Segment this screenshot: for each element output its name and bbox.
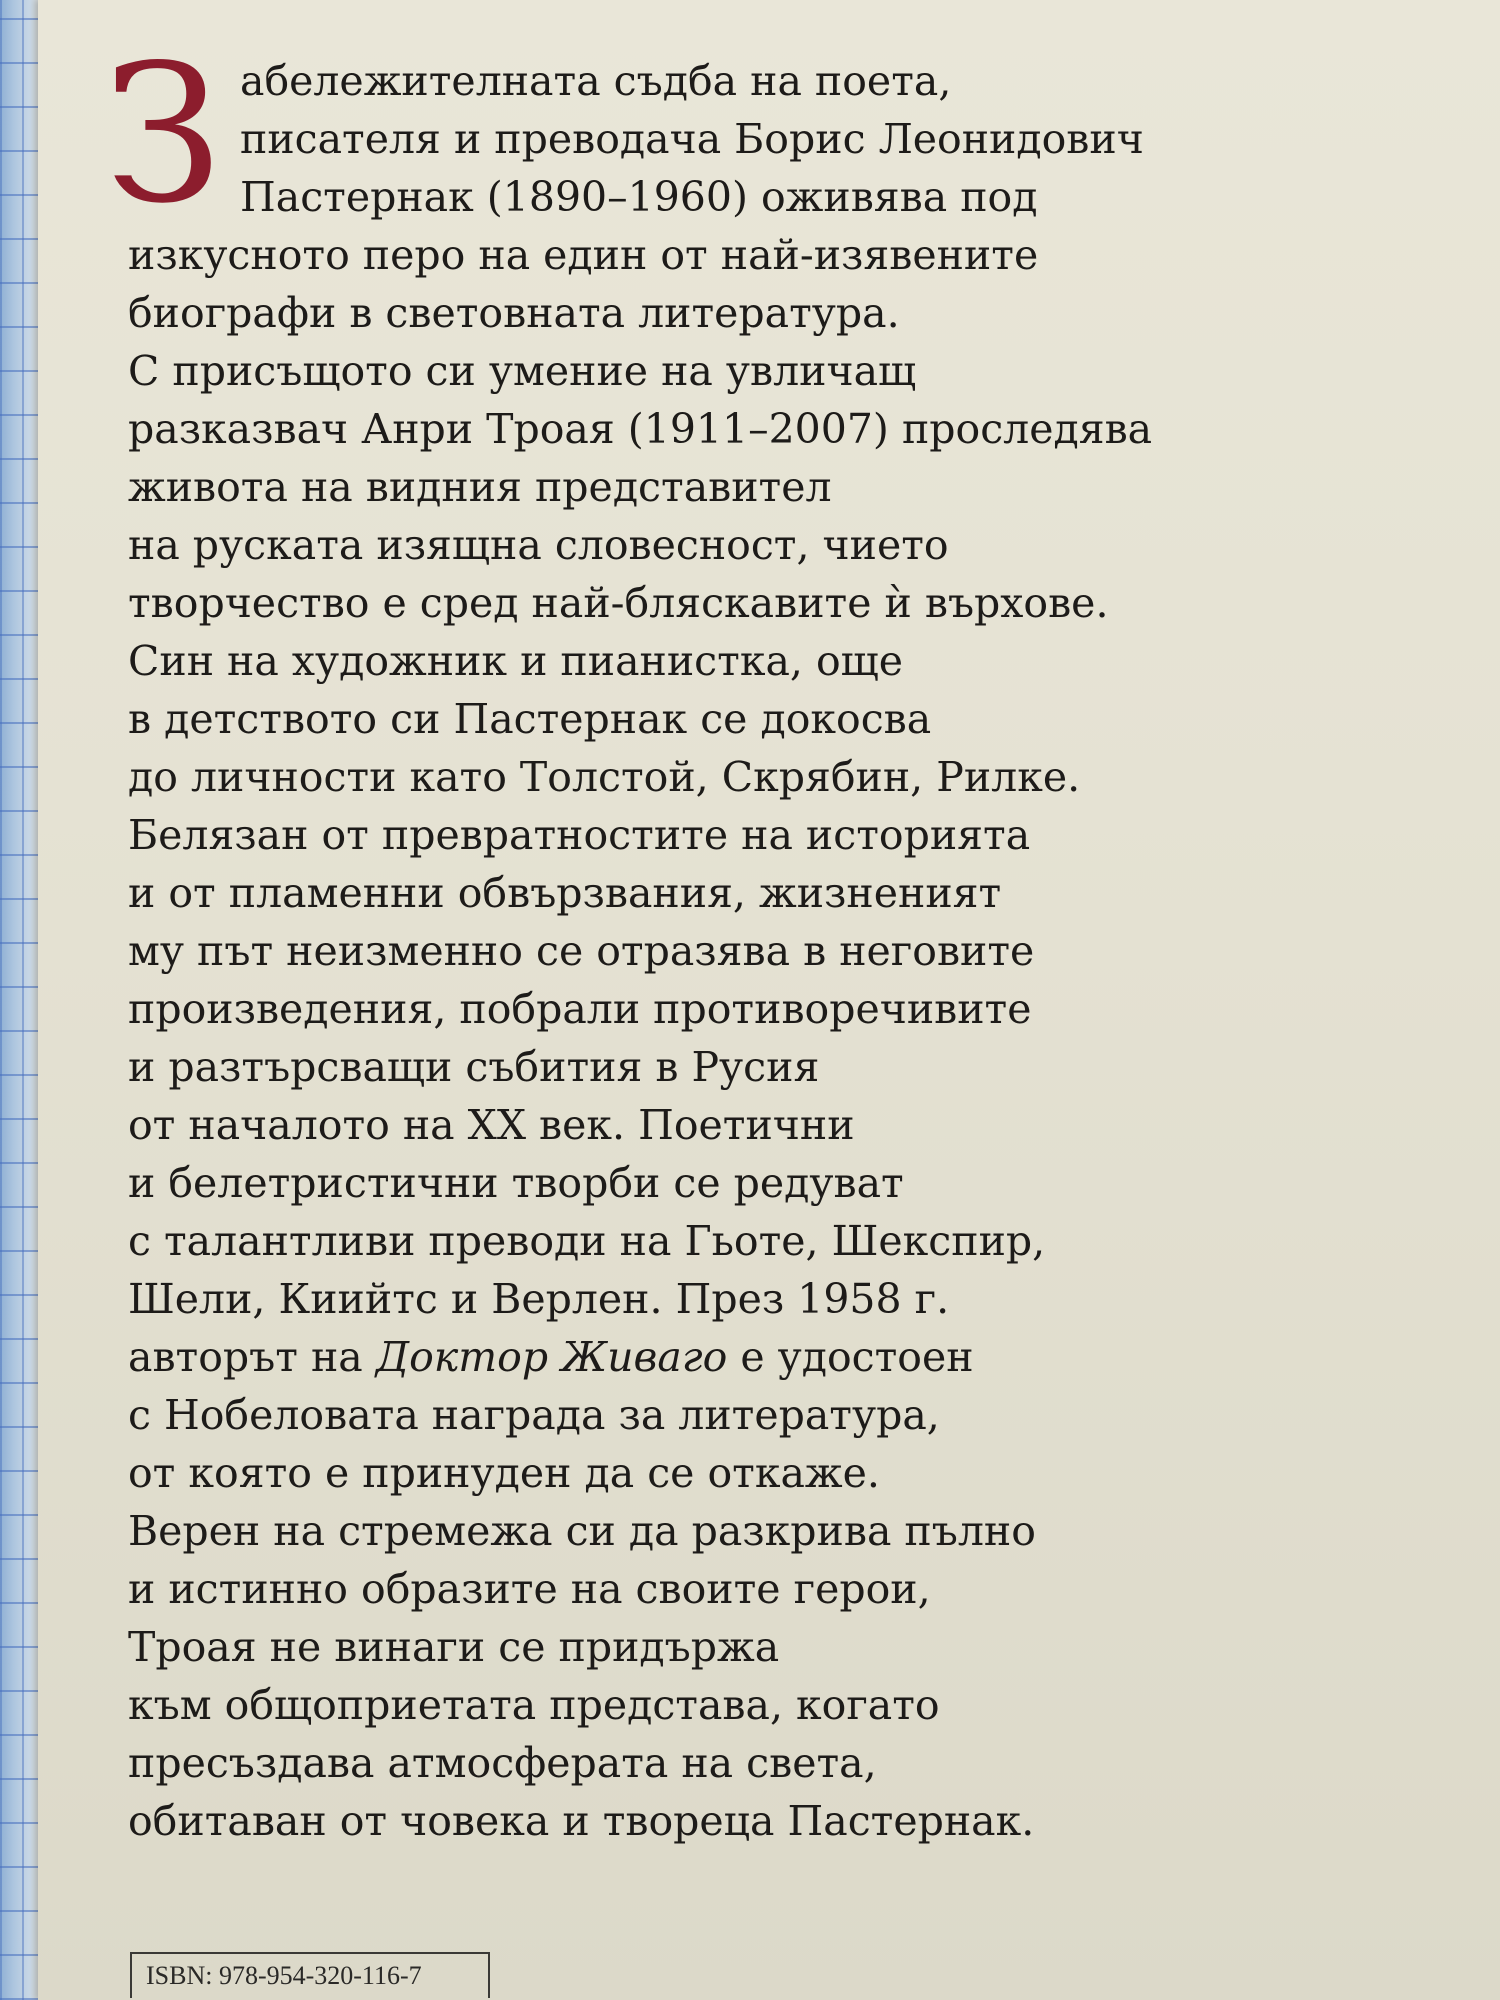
blurb-line-with-title (128, 1328, 1448, 1386)
blurb-line: в детството си Пастернак се докосва (128, 695, 932, 743)
blurb-line: Верен на стремежа си да разкрива пълно (128, 1507, 1036, 1555)
blurb-line: и разтърсващи събития в Русия (128, 1043, 820, 1091)
blurb-line: обитаван от човека и твореца Пастернак. (128, 1797, 1035, 1845)
blurb-line: живота на видния представител (128, 463, 832, 511)
title-prefix: авторът на (128, 1333, 376, 1381)
blurb-line: Пастернак (1890–1960) оживява под (240, 173, 1038, 221)
blurb-line: творчество е сред най-бляскавите ѝ върхове. (128, 579, 1109, 627)
blurb-line: изкусното перо на един от най-изявените (128, 231, 1039, 279)
graph-paper-strip (0, 0, 40, 2000)
blurb-line: биографи в световната литература. (128, 289, 900, 337)
title-suffix: е удостоен (727, 1333, 974, 1381)
blurb-line: от началото на XX век. Поетични (128, 1101, 855, 1149)
isbn-label: ISBN: 978-954-320-116-7 (130, 1952, 490, 1998)
blurb-line: Син на художник и пианистка, още (128, 637, 904, 685)
blurb-line: до личности като Толстой, Скрябин, Рилке. (128, 753, 1081, 801)
blurb-line: към общоприетата представа, когато (128, 1681, 940, 1729)
blurb-line: писателя и преводача Борис Леонидович (240, 115, 1144, 163)
blurb-line: на руската изящна словесност, чието (128, 521, 949, 569)
blurb-line: пресъздава атмосферата на света, (128, 1739, 877, 1787)
blurb-line: абележителната съдба на поета, (240, 57, 952, 105)
drop-cap: З (104, 24, 223, 245)
blurb-line: Шели, Киийтс и Верлен. През 1958 г. (128, 1275, 950, 1323)
blurb-line: произведения, побрали противоречивите (128, 985, 1032, 1033)
blurb-text (128, 52, 1448, 1850)
blurb-line: му път неизменно се отразява в неговите (128, 927, 1035, 975)
blurb-line: С присъщото си умение на увличащ (128, 347, 917, 395)
blurb-line: с Нобеловата награда за литература, (128, 1391, 940, 1439)
book-back-cover (38, 0, 1500, 2000)
blurb-line: и белетристични творби се редуват (128, 1159, 904, 1207)
blurb-line: и от пламенни обвързвания, жизненият (128, 869, 1002, 917)
book-title-italic: Доктор Живаго (375, 1333, 728, 1381)
blurb-line: Троая не винаги се придържа (128, 1623, 780, 1671)
blurb-line: разказвач Анри Троая (1911–2007) проследява (128, 405, 1153, 453)
blurb-line: и истинно образите на своите герои, (128, 1565, 931, 1613)
blurb-line: от която е принуден да се откаже. (128, 1449, 880, 1497)
blurb-line: Белязан от превратностите на историята (128, 811, 1031, 859)
blurb-line: с талантливи преводи на Гьоте, Шекспир, (128, 1217, 1046, 1265)
